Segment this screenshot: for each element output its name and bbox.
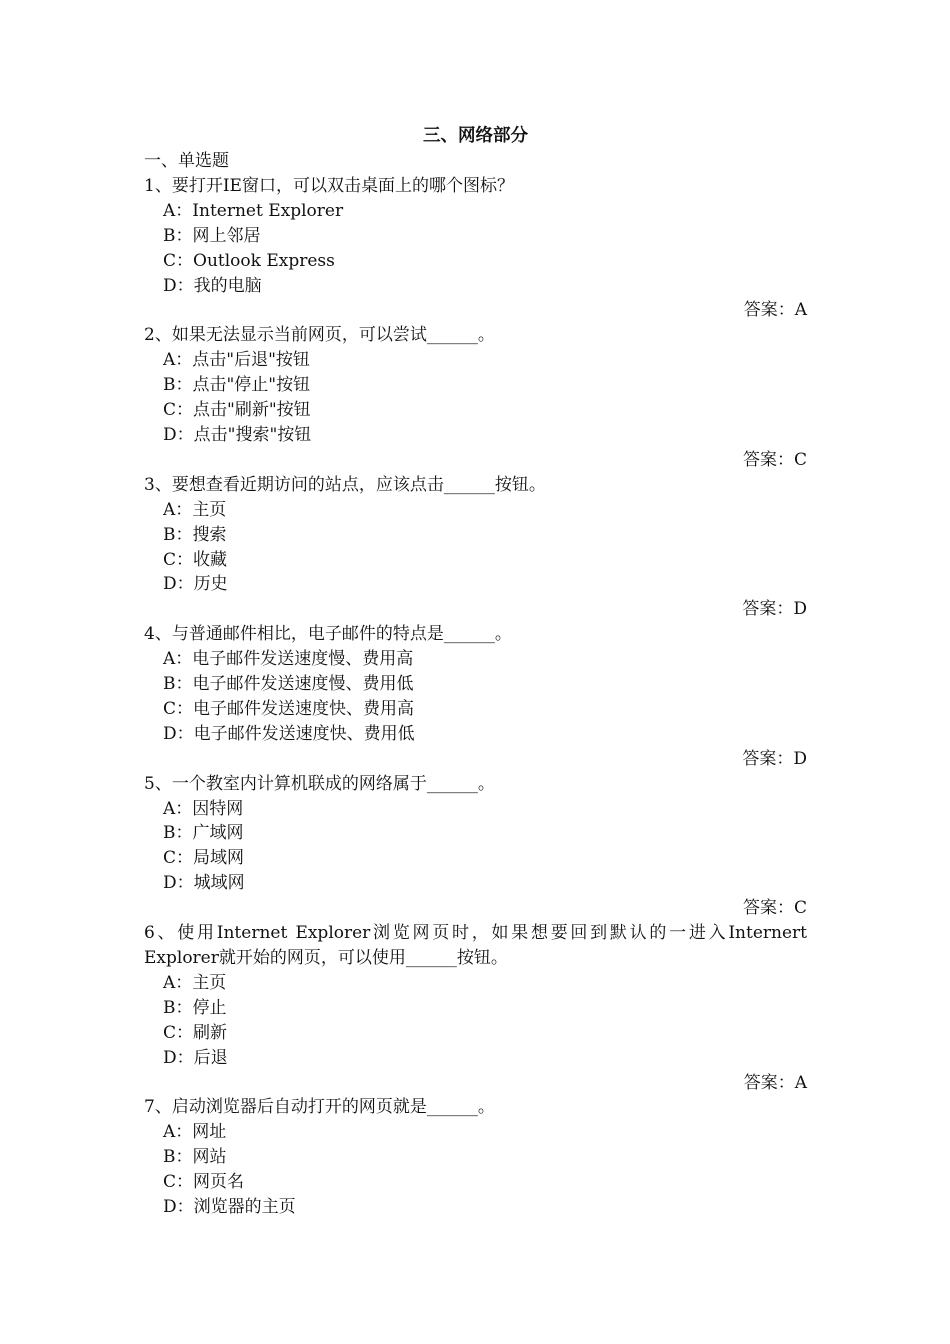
option-c: C：Outlook Express [163,250,335,271]
answer-label: 答案：D [742,599,807,620]
question-stem: 2、如果无法显示当前网页，可以尝试______。 [144,325,495,346]
option-a: A：主页 [163,499,227,520]
option-b: B：电子邮件发送速度慢、费用低 [163,674,414,695]
option-d: D：点击"搜索"按钮 [163,424,312,445]
question-stem: 5、一个教室内计算机联成的网络属于______。 [144,773,495,794]
option-a: A：因特网 [163,798,244,819]
question-stem: 3、要想查看近期访问的站点，应该点击______按钮。 [144,474,546,495]
option-d: D：浏览器的主页 [163,1197,296,1218]
question-stem: 7、启动浏览器后自动打开的网页就是______。 [144,1097,495,1118]
question-block [144,473,807,622]
option-c: C：电子邮件发送速度快、费用高 [163,698,415,719]
answer-label: 答案：A [743,1072,807,1093]
option-a: A：Internet Explorer [163,200,344,221]
option-b: B：广域网 [163,823,244,844]
answer-label: 答案：A [743,300,807,321]
option-c: C：刷新 [163,1022,228,1043]
option-a: A：点击"后退"按钮 [163,350,310,371]
question-block [144,174,807,323]
question-stem: 1、要打开IE窗口，可以双击桌面上的哪个图标？ [144,175,514,196]
section-heading: 一、单选题 [144,151,229,171]
option-d: D：历史 [163,574,228,595]
option-d: D：电子邮件发送速度快、费用低 [163,723,415,744]
question-stem: 4、与普通邮件相比，电子邮件的特点是______。 [144,624,512,645]
option-d: D：我的电脑 [163,275,262,296]
option-a: A：网址 [163,1122,227,1143]
option-b: B：搜索 [163,524,227,545]
option-c: C：网页名 [163,1172,245,1193]
answer-label: 答案：C [742,898,807,919]
answer-label: 答案：C [742,449,807,470]
option-b: B：停止 [163,997,227,1018]
question-block [144,323,807,472]
option-b: B：点击"停止"按钮 [163,375,311,396]
question-block [144,622,807,771]
option-b: B：网站 [163,1147,227,1168]
option-d: D：城域网 [163,873,245,894]
option-b: B：网上邻居 [163,225,261,246]
question-block [144,921,807,1095]
page-title: 三、网络部分 [423,126,528,146]
document-content [144,123,807,1220]
option-a: A：主页 [163,972,227,993]
answer-label: 答案：D [742,748,807,769]
option-a: A：电子邮件发送速度慢、费用高 [163,649,414,670]
question-block [144,772,807,921]
option-c: C：点击"刷新"按钮 [163,400,311,421]
question-stem: 6、使用Internet Explorer浏览网页时，如果想要回到默认的一进入Internert Explorer就开始的网页，可以使用______按钮。 [144,923,807,968]
option-c: C：收藏 [163,549,228,570]
option-c: C：局域网 [163,848,245,869]
option-d: D：后退 [163,1047,228,1068]
question-block [144,1095,807,1220]
